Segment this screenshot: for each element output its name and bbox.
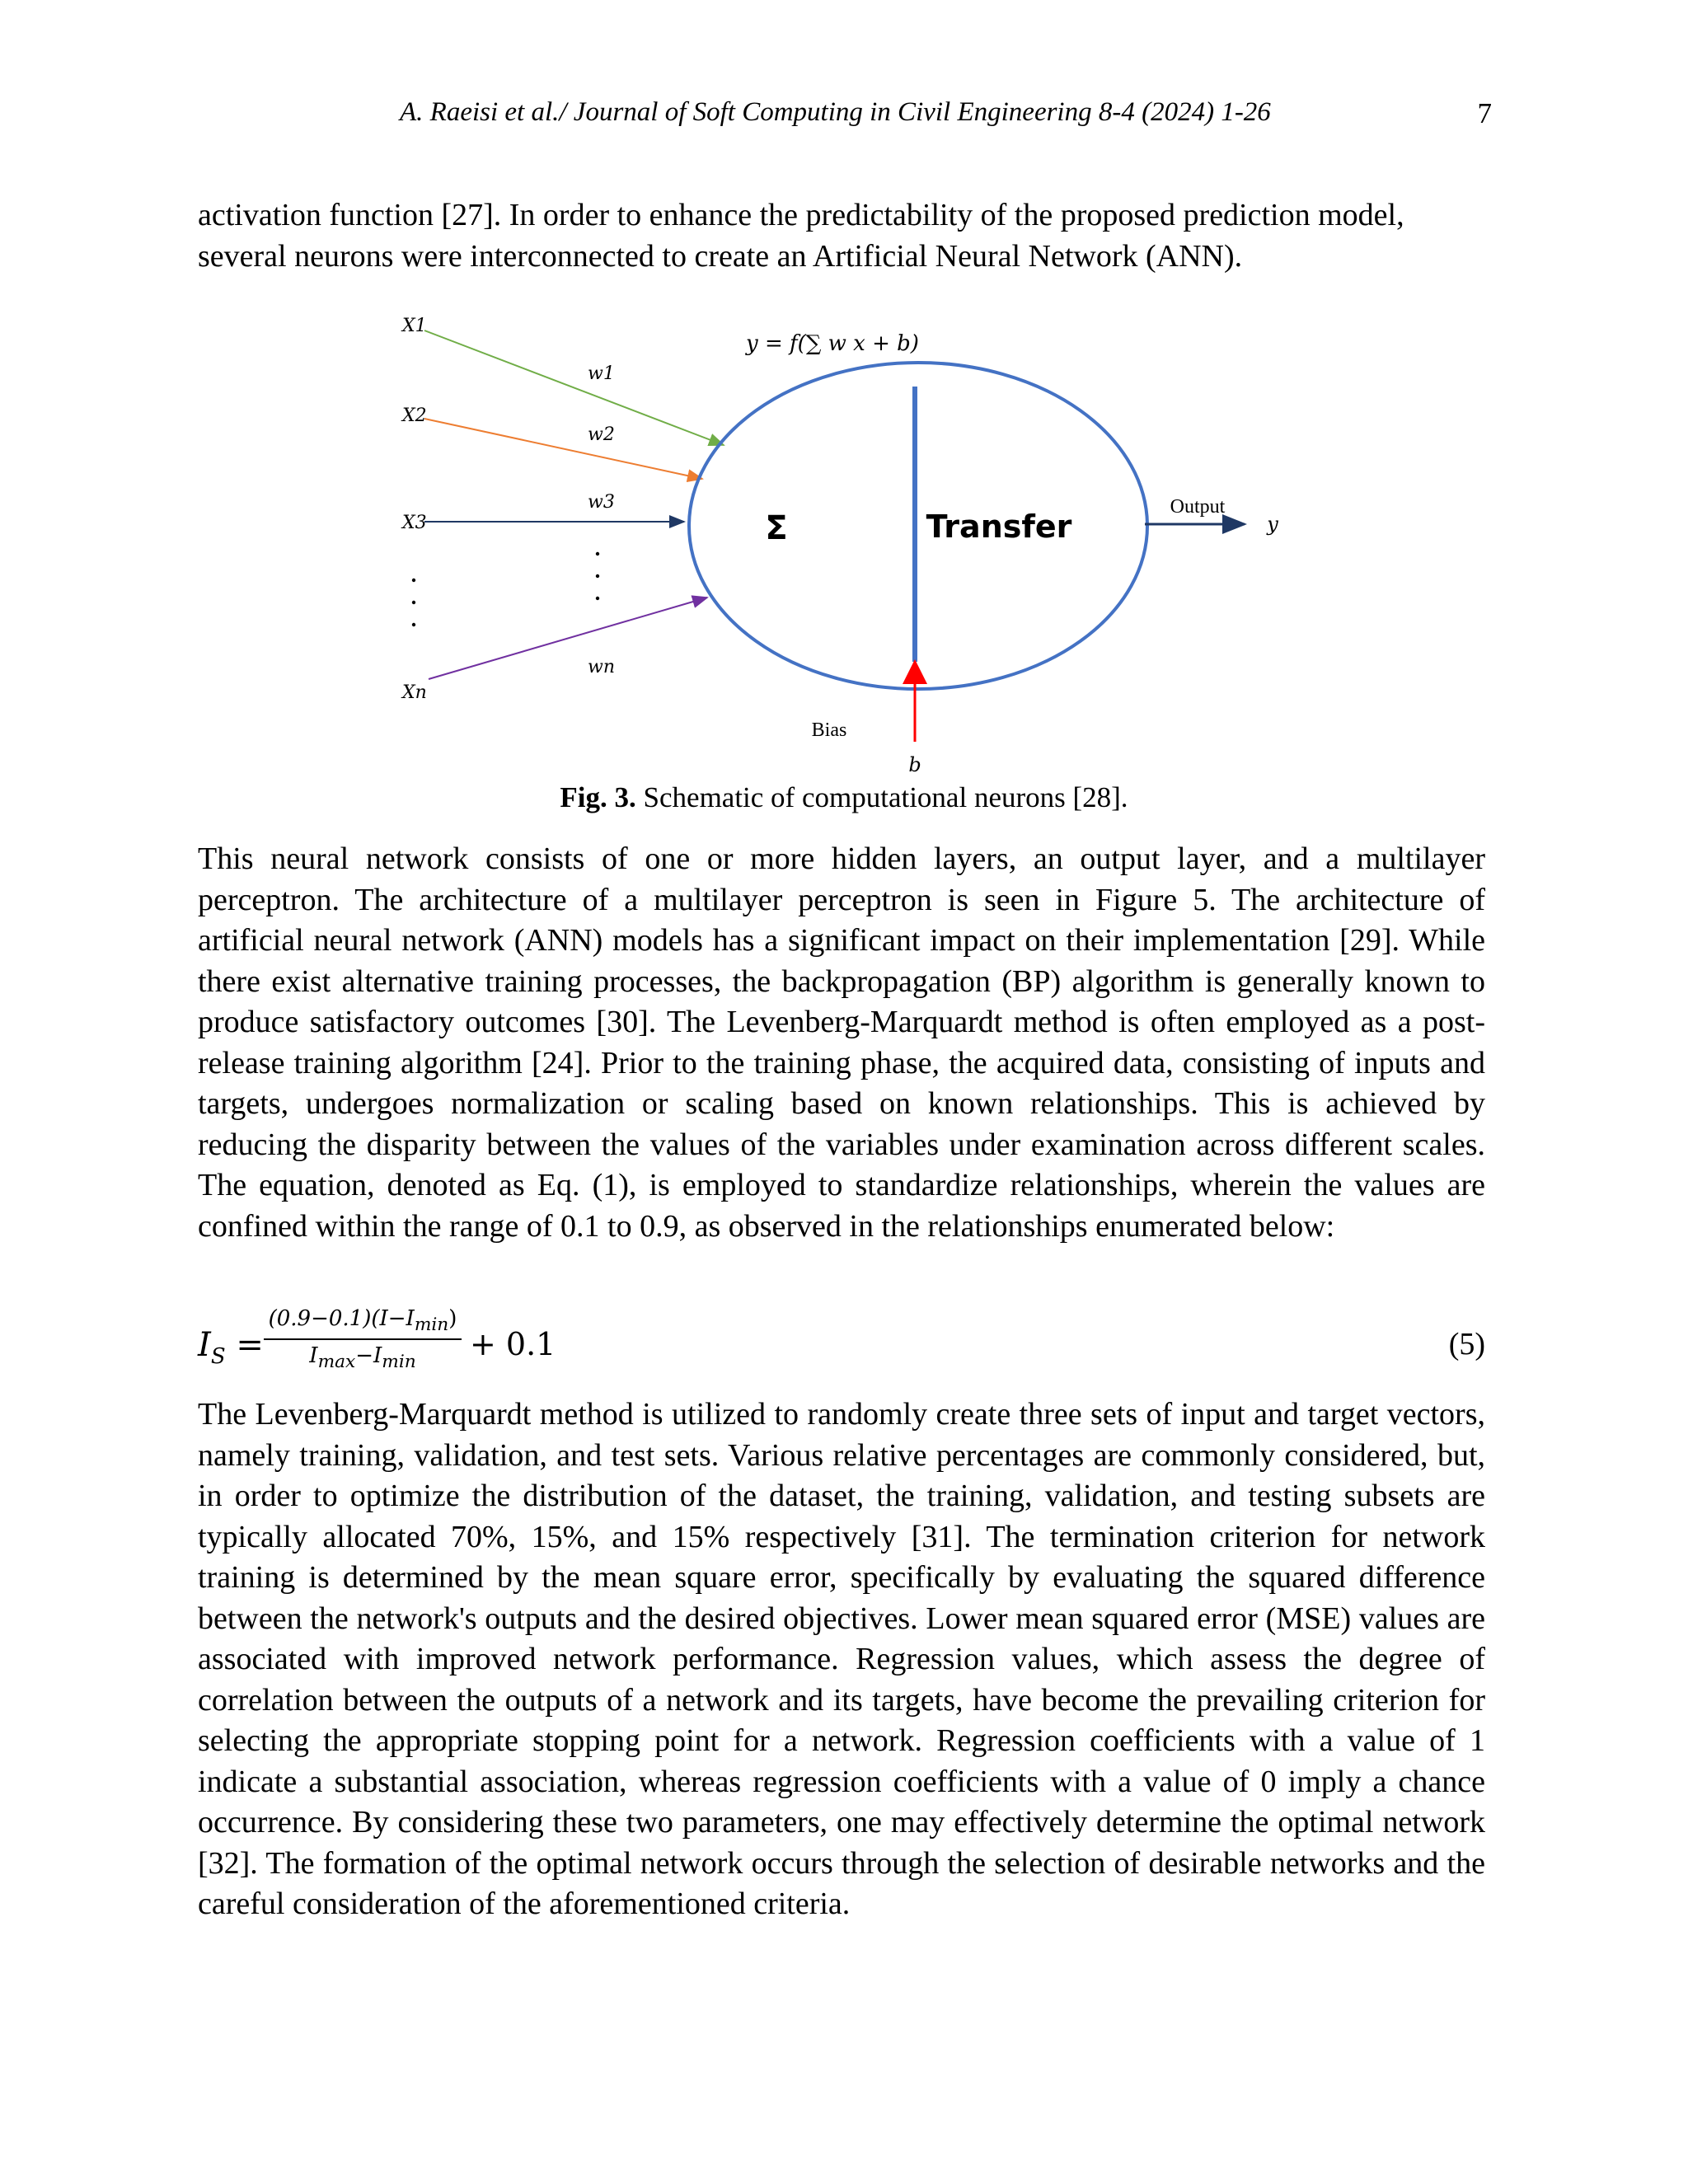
- sum-symbol: Σ: [765, 509, 788, 547]
- input-label-xn: Xn: [402, 682, 427, 703]
- bias-label: Bias: [811, 719, 847, 741]
- neuron-figure: [346, 303, 1319, 798]
- figure-caption: [0, 781, 1688, 814]
- paragraph-intro: activation function [27]. In order to enhance the predictability of the proposed prediction model, several neurons were interconnected to create an Artificial Neural Network (ANN).: [198, 198, 1404, 274]
- caption-text: Schematic of computational neurons [28].: [635, 781, 1128, 813]
- normalization-equation: [198, 1306, 1485, 1385]
- equation-denominator: $I_{max}-I_{min}$: [309, 1343, 416, 1373]
- paragraph-levenberg-marquardt: The Levenberg-Marquardt method is utilized to randomly create three sets of input and target vectors, namely training, validation, and test sets. Various relative percentages are commonly considered, but, in order to optimize the distribution of the dataset, the training, validation, and testing subsets are typically allocated 70%, 15%, and 15% respectively [31]. The termination criterion for network training is determined by the mean square error, specifically by evaluating the squared difference between the network's outputs and the desired objectives. Lower mean squared error (MSE) values are associated with improved network performance. Regression values, which assess the degree of correlation between the outputs of a network and its targets, have become the prevailing criterion for selecting the appropriate stopping point for a network. Regression coefficients with a value of 1 indicate a substantial association, whereas regression coefficients with a value of 0 imply a chance occurrence. By considering these two parameters, one may effectively determine the optimal network [32]. The formation of the optimal network occurs through the selection of desirable networks and the careful consideration of the aforementioned criteria.: [198, 1397, 1485, 1921]
- weight-label-w3: w3: [588, 492, 615, 513]
- neuron-diagram: [346, 303, 1319, 798]
- equation-lhs: $I_S$ =: [198, 1326, 264, 1369]
- weight-label-w2: w2: [588, 424, 615, 445]
- input-label-x2: X2: [402, 405, 427, 426]
- input-label-x1: X1: [402, 316, 427, 336]
- output-label: Output: [1170, 496, 1226, 518]
- page-number: 7: [1477, 97, 1492, 129]
- weight-label-wn: wn: [588, 657, 615, 677]
- input-ellipsis-dots: [412, 579, 415, 626]
- bias-var: b: [908, 753, 921, 776]
- weight-label-w1: w1: [588, 363, 615, 384]
- neuron-body: [689, 363, 1147, 689]
- neuron-formula: y = f(∑ w x + b): [746, 331, 919, 356]
- running-header: [198, 97, 1492, 138]
- output-var: y: [1267, 513, 1278, 536]
- equation-fraction: [264, 1306, 462, 1372]
- input-label-x3: X3: [402, 513, 427, 533]
- equation-constant: + 0.1: [470, 1326, 556, 1362]
- paragraph-ann-architecture: This neural network consists of one or more hidden layers, an output layer, and a multilayer perceptron. The architecture of a multilayer perceptron is seen in Figure 5. The architecture of artificial neural network (ANN) models has a significant impact on their implementation [29]. While there exist alternative training processes, the backpropagation (BP) algorithm is generally known to produce satisfactory outcomes [30]. The Levenberg-Marquardt method is often employed as a post-release training algorithm [24]. Prior to the training phase, the acquired data, consisting of inputs and targets, undergoes normalization or scaling based on known relationships. This is achieved by reducing the disparity between the values of the variables under examination across different scales. The equation, denoted as Eq. (1), is employed to standardize relationships, wherein the values are confined within the range of 0.1 to 0.9, as observed in the relationships enumerated below:: [198, 841, 1485, 1244]
- running-title: A. Raeisi et al./ Journal of Soft Computing in Civil Engineering 8-4 (2024) 1-26: [400, 97, 1271, 127]
- caption-label: Fig. 3.: [560, 781, 636, 813]
- weight-ellipsis-dots: [596, 552, 599, 600]
- transfer-label: Transfer: [926, 509, 1072, 545]
- equation-number: (5): [1448, 1327, 1485, 1361]
- arrow-x2: [424, 419, 702, 479]
- arrow-xn: [429, 598, 707, 679]
- equation-numerator: $(0.9-0.1)(I-I_{min})$: [264, 1306, 462, 1340]
